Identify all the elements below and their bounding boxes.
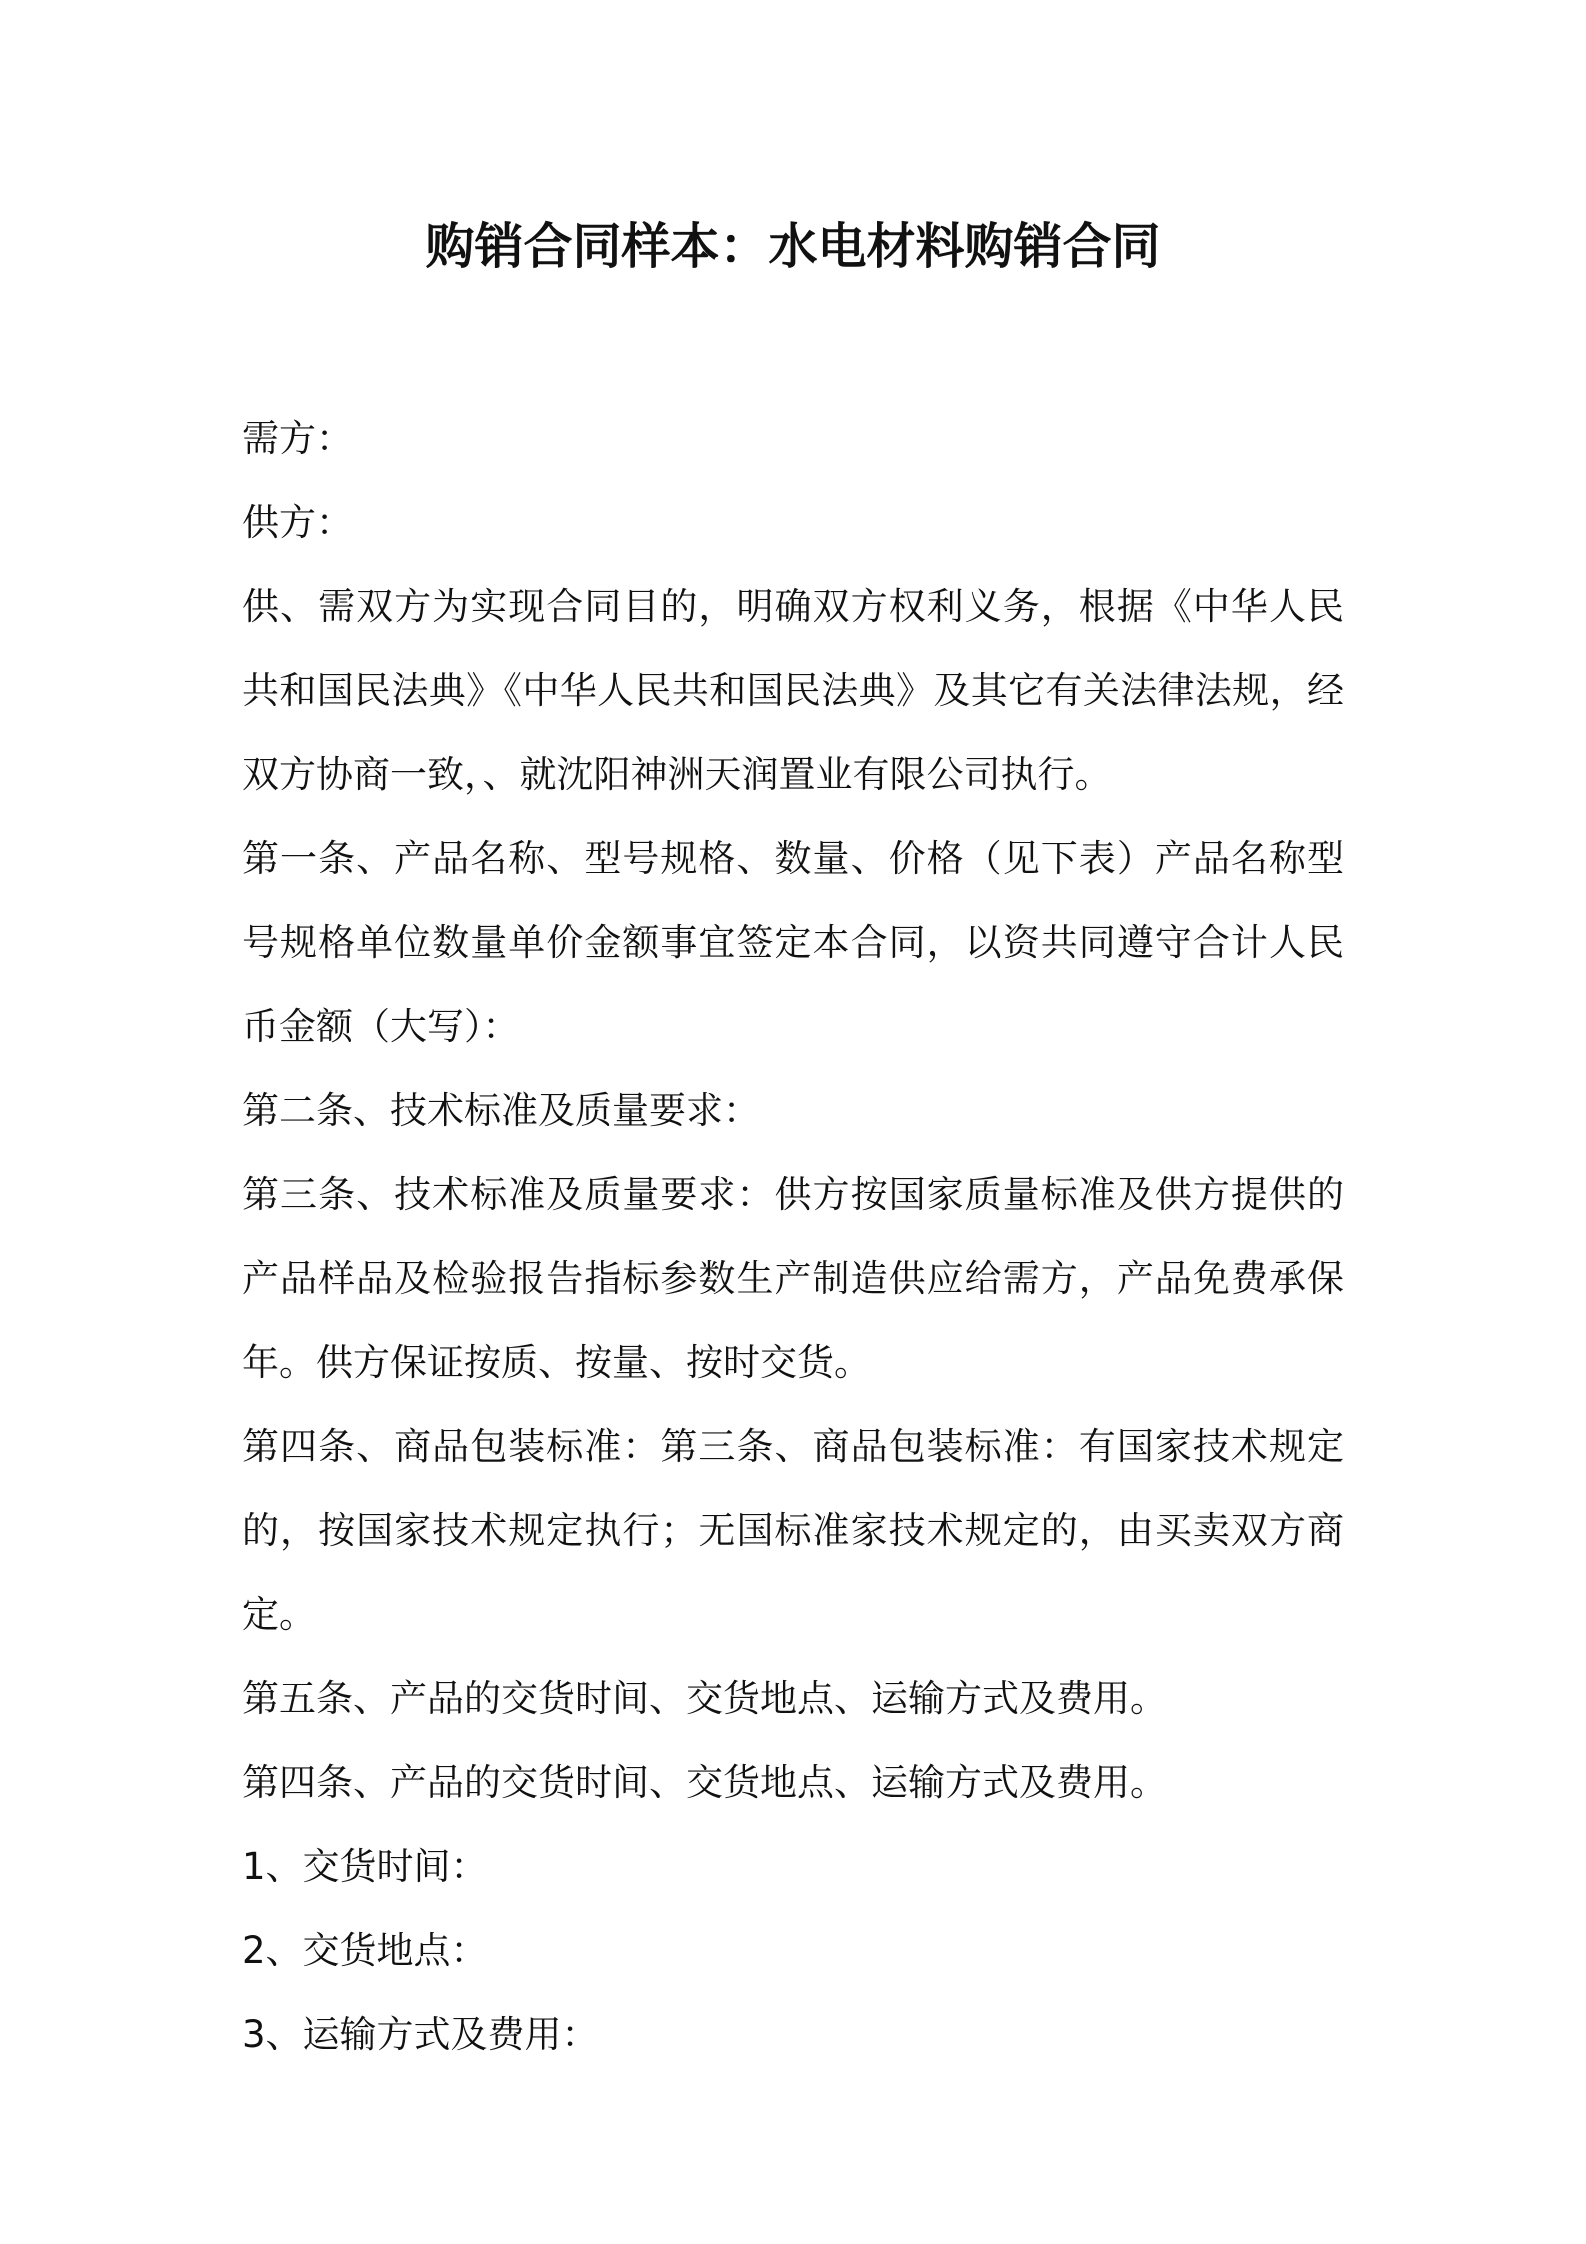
paragraph-buyer: 需方： [242, 417, 353, 460]
list-item-transport-cost: 3、运输方式及费用： [242, 2013, 599, 2056]
paragraph-article-3: 第三条、技术标准及质量要求：供方按国家质量标准及供方提供的产品样品及检验报告指标参数生产制造供应给需方，产品免费承保年。供方保证按质、按量、按时交货。 [242, 1173, 1344, 1384]
list-item-delivery-time: 1、交货时间： [242, 1845, 488, 1888]
paragraph-article-4: 第四条、商品包装标准：第三条、商品包装标准：有国家技术规定的，按国家技术规定执行；无国标准家技术规定的，由买卖双方商定。 [242, 1425, 1344, 1636]
document-title: 购销合同样本：水电材料购销合同 [425, 218, 1161, 275]
document-body [242, 397, 1344, 2077]
paragraph-article-4-repeat: 第四条、产品的交货时间、交货地点、运输方式及费用。 [242, 1761, 1167, 1804]
paragraph-article-2: 第二条、技术标准及质量要求： [242, 1089, 760, 1132]
list-item-delivery-place: 2、交货地点： [242, 1929, 488, 1972]
paragraph-article-5: 第五条、产品的交货时间、交货地点、运输方式及费用。 [242, 1677, 1167, 1720]
paragraph-supplier: 供方： [242, 501, 353, 544]
paragraph-preamble: 供、需双方为实现合同目的，明确双方权利义务，根据《中华人民共和国民法典》《中华人民共和国民法典》及其它有关法律法规，经双方协商一致，、就沈阳神洲天润置业有限公司执行。 [242, 585, 1344, 796]
paragraph-article-1: 第一条、产品名称、型号规格、数量、价格（见下表）产品名称型号规格单位数量单价金额事宜签定本合同，以资共同遵守合计人民币金额（大写）： [242, 837, 1344, 1048]
